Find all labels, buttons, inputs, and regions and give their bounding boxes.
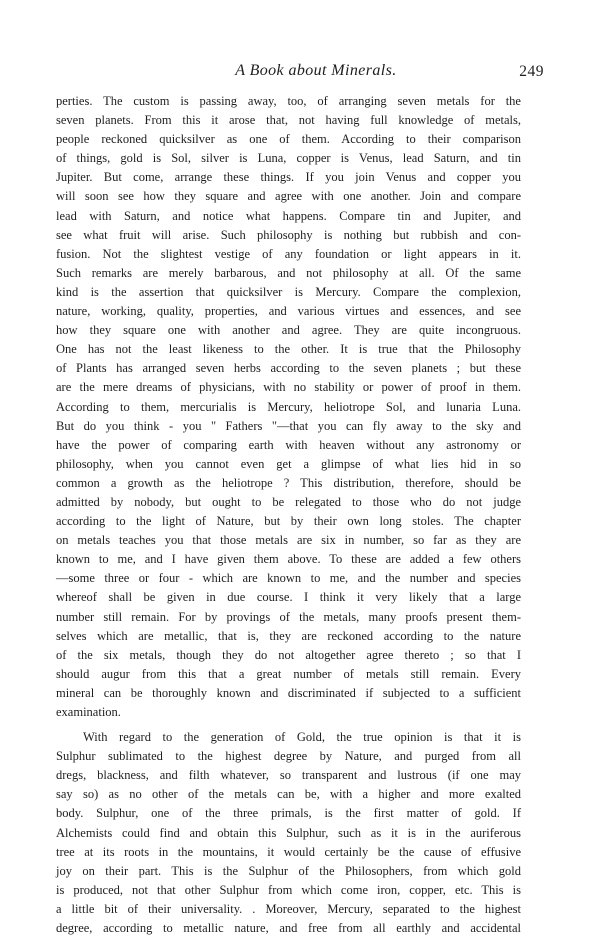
- paragraph: [56, 92, 521, 722]
- text-line: According to them, mercurialis is Mercury, heliotrope Sol, and lunaria Luna.: [56, 399, 521, 414]
- text-line: people reckoned quicksilver as one of them. According to their comparison: [56, 132, 521, 147]
- text-line: perties. The custom is passing away, too, of arranging seven metals for the: [56, 94, 521, 108]
- text-line: mineral can be thoroughly known and discriminated if subjected to a sufficient: [56, 685, 521, 700]
- text-line: kind is the assertion that quicksilver is Mercury. Compare the complexion,: [56, 284, 521, 299]
- text-line: examination.: [56, 705, 121, 719]
- text-line: With regard to the generation of Gold, the true opinion is that it is: [83, 730, 521, 745]
- text-line: —some three or four - which are known to me, and the number and species: [56, 571, 521, 586]
- text-line: common a growth as the heliotrope ? This distribution, therefore, should be: [56, 475, 521, 490]
- text-line: One has not the least likeness to the other. It is true that the Philosophy: [56, 342, 521, 357]
- text-line: have the power of comparing earth with heaven without any astronomy or: [56, 437, 521, 452]
- text-line: joy on their part. This is the Sulphur of the Philosophers, from which gold: [56, 863, 521, 878]
- running-title: A Book about Minerals.: [235, 62, 397, 79]
- text-line: philosophy, when you cannot even get a glimpse of what lies hid in so: [56, 456, 521, 471]
- text-line: dregs, blackness, and filth whatever, so transparent and lustrous (if one may: [56, 768, 521, 783]
- text-line: known to me, and I have given them above. To these are added a few others: [56, 552, 521, 567]
- page-number: 249: [519, 63, 544, 80]
- text-line: admitted by nobody, but ought to be relegated to those who do not judge: [56, 494, 521, 509]
- text-line: seven planets. From this it arose that, not having full knowledge of metals,: [56, 113, 521, 128]
- page-header: [88, 62, 544, 84]
- text-line: of Plants has arranged seven herbs according to the seven planets ; but these: [56, 361, 521, 376]
- text-line: of the six metals, though they do not altogether agree thereto ; so that I: [56, 647, 521, 662]
- text-line: fusion. Not the slightest vestige of any foundation or light appears in it.: [56, 246, 521, 261]
- text-line: of things, gold is Sol, silver is Luna, copper is Venus, lead Saturn, and tin: [56, 151, 521, 166]
- text-line: Such remarks are merely barbarous, and not philosophy at all. Of the same: [56, 265, 521, 280]
- text-line: body. Sulphur, one of the three primals, is the first matter of gold. If: [56, 806, 521, 821]
- text-line: say so) as no other of the metals can be, with a higher and more exalted: [56, 787, 521, 802]
- text-line: will soon see how they square and agree with one another. Join and compare: [56, 189, 521, 204]
- text-line: number still remain. For by provings of the metals, many proofs present them-: [56, 609, 521, 624]
- body-text: [56, 92, 521, 938]
- text-line: But do you think - you " Fathers "—that you can fly away to the sky and: [56, 418, 521, 433]
- text-line: Jupiter. But come, arrange these things. If you join Venus and copper you: [56, 170, 521, 185]
- text-line: whereof shall be given in due course. I think it very likely that a large: [56, 590, 521, 605]
- paragraph: [56, 728, 521, 938]
- text-line: how they square one with another and agree. They are quite incongruous.: [56, 323, 521, 338]
- text-line: should augur from this that a great number of metals still remain. Every: [56, 666, 521, 681]
- text-line: tree at its roots in the mountains, it would certainly be the cause of effusive: [56, 844, 521, 859]
- text-line: selves which are metallic, that is, they are reckoned according to the nature: [56, 628, 521, 643]
- text-line: Alchemists could find and obtain this Sulphur, such as it is in the auriferous: [56, 825, 521, 840]
- text-line: see what fruit will arise. Such philosophy is nothing but rubbish and con-: [56, 227, 521, 242]
- text-line: according to the light of Nature, but by their own long stoles. The chapter: [56, 514, 521, 529]
- text-line: degree, according to metallic nature, and free from all earthly and accidental: [56, 921, 521, 936]
- text-line: nature, working, quality, properties, and various virtues and essences, and see: [56, 304, 521, 319]
- text-line: on metals teaches you that those metals are six in number, so far as they are: [56, 533, 521, 548]
- text-line: are the mere dreams of physicians, with no stability or power of proof in them.: [56, 380, 521, 395]
- text-line: lead with Saturn, and notice what happens. Compare tin and Jupiter, and: [56, 208, 521, 223]
- text-line: is produced, not that other Sulphur from which come iron, copper, etc. This is: [56, 882, 521, 897]
- text-line: Sulphur sublimated to the highest degree by Nature, and purged from all: [56, 749, 521, 764]
- text-line: a little bit of their universality. . Moreover, Mercury, separated to the highest: [56, 901, 521, 916]
